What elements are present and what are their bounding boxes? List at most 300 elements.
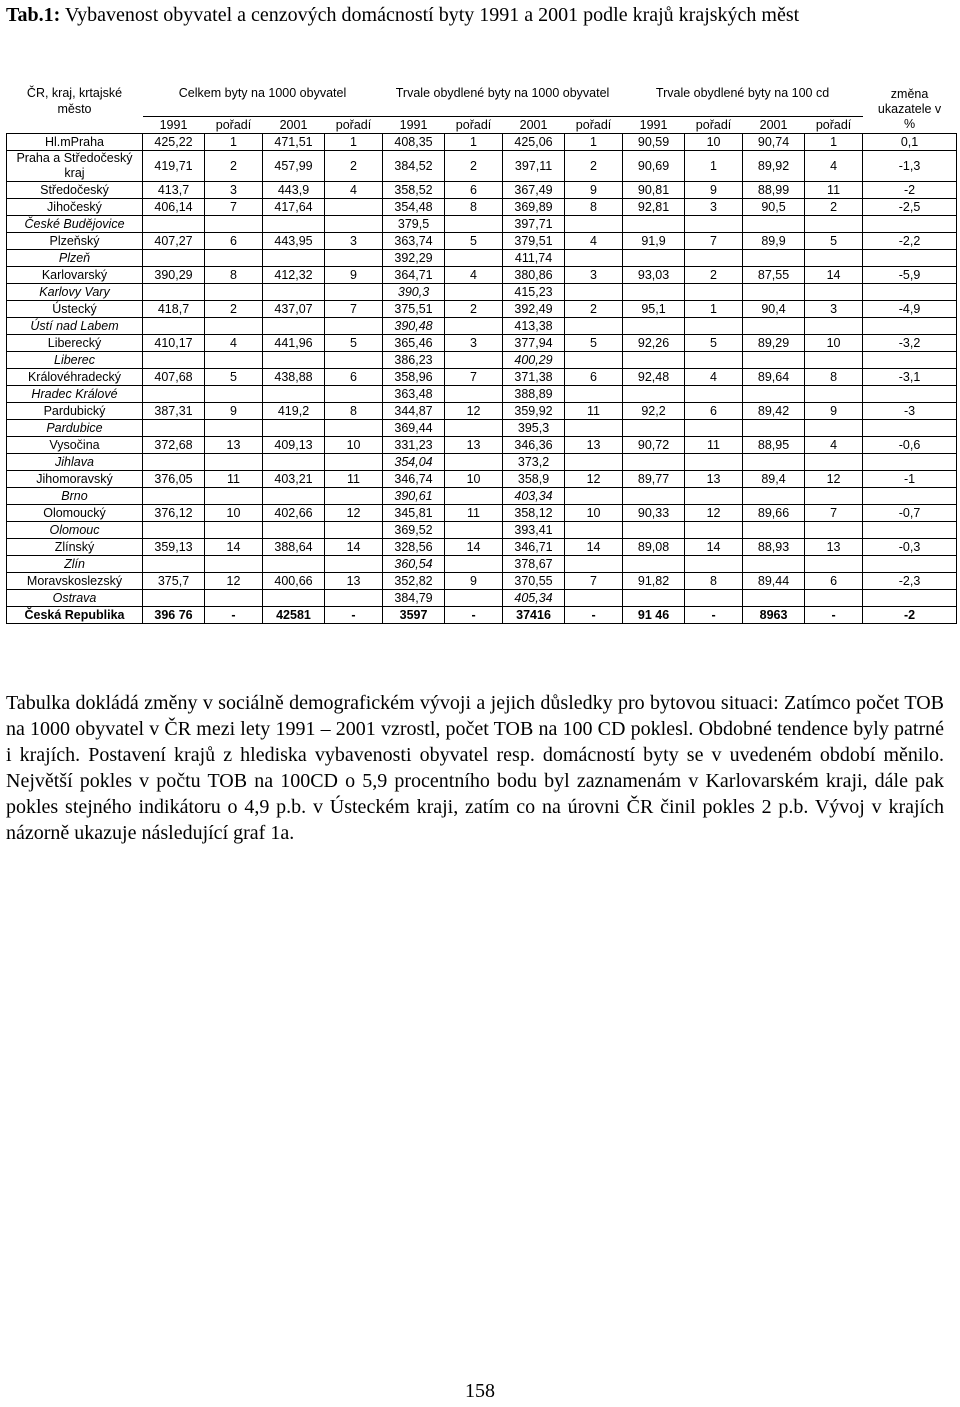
table-row: [7, 182, 957, 199]
table-cell: 13: [805, 539, 863, 556]
table-cell: 92,26: [623, 335, 685, 352]
table-cell: -: [205, 607, 263, 624]
table-cell: 3597: [383, 607, 445, 624]
table-cell: 1: [325, 134, 383, 151]
table-cell: 376,05: [143, 471, 205, 488]
table-cell: 352,82: [383, 573, 445, 590]
table-cell: 363,48: [383, 386, 445, 403]
table-cell: [263, 420, 325, 437]
subheader-5: pořadí: [445, 117, 503, 134]
table-cell: 390,29: [143, 267, 205, 284]
table-row: [7, 369, 957, 386]
table-cell: 380,86: [503, 267, 565, 284]
table-cell: [863, 556, 957, 573]
table-cell: 0,1: [863, 134, 957, 151]
row-label: Pardubický: [7, 403, 143, 420]
table-cell: 9: [205, 403, 263, 420]
table-cell: 425,06: [503, 134, 565, 151]
table-cell: 4: [805, 151, 863, 182]
table-cell: 92,81: [623, 199, 685, 216]
table-cell: 90,5: [743, 199, 805, 216]
table-cell: [685, 488, 743, 505]
table-cell: [743, 420, 805, 437]
table-cell: [805, 454, 863, 471]
table-cell: 379,51: [503, 233, 565, 250]
table-cell: 369,52: [383, 522, 445, 539]
table-cell: 91 46: [623, 607, 685, 624]
table-cell: 89,66: [743, 505, 805, 522]
table-cell: [623, 454, 685, 471]
table-cell: 10: [565, 505, 623, 522]
table-cell: 365,46: [383, 335, 445, 352]
page-number: 158: [465, 1380, 495, 1402]
row-label: Plzeňský: [7, 233, 143, 250]
subheader-6: 2001: [503, 117, 565, 134]
table-cell: [565, 488, 623, 505]
table-cell: 91,9: [623, 233, 685, 250]
table-cell: 11: [205, 471, 263, 488]
table-cell: 6: [325, 369, 383, 386]
table-cell: 7: [445, 369, 503, 386]
table-cell: -: [565, 607, 623, 624]
table-cell: [445, 284, 503, 301]
table-cell: 42581: [263, 607, 325, 624]
table-row: [7, 233, 957, 250]
table-cell: [805, 250, 863, 267]
row-label: Vysočina: [7, 437, 143, 454]
table-cell: 92,2: [623, 403, 685, 420]
table-cell: [565, 318, 623, 335]
table-cell: 7: [565, 573, 623, 590]
table-cell: 369,89: [503, 199, 565, 216]
table-cell: [685, 556, 743, 573]
table-cell: 1: [685, 301, 743, 318]
table-cell: 11: [685, 437, 743, 454]
table-cell: [743, 352, 805, 369]
table-cell: [325, 454, 383, 471]
table-cell: [263, 454, 325, 471]
table-cell: [325, 556, 383, 573]
table-cell: 411,74: [503, 250, 565, 267]
table-cell: [685, 250, 743, 267]
table-cell: [565, 420, 623, 437]
header-row-groups: [7, 82, 957, 117]
table-cell: 6: [205, 233, 263, 250]
table-cell: 4: [565, 233, 623, 250]
table-cell: 403,21: [263, 471, 325, 488]
subheader-4: 1991: [383, 117, 445, 134]
table-cell: [143, 488, 205, 505]
table-cell: 387,31: [143, 403, 205, 420]
table-cell: [805, 386, 863, 403]
table-cell: [325, 250, 383, 267]
table-cell: 371,38: [503, 369, 565, 386]
table-row: [7, 386, 957, 403]
table-cell: 8: [205, 267, 263, 284]
table-row: [7, 505, 957, 522]
table-cell: [743, 556, 805, 573]
table-cell: [143, 318, 205, 335]
table-cell: 6: [565, 369, 623, 386]
table-cell: [565, 522, 623, 539]
row-label: Jihomoravský: [7, 471, 143, 488]
table-row: [7, 134, 957, 151]
table-cell: 9: [325, 267, 383, 284]
table-cell: [325, 522, 383, 539]
table-cell: 4: [445, 267, 503, 284]
table-cell: 2: [685, 267, 743, 284]
table-cell: 5: [325, 335, 383, 352]
table-cell: 12: [325, 505, 383, 522]
header-group-occupied-per-100cd: Trvale obydlené byty na 100 cd: [655, 86, 830, 100]
table-cell: -0,6: [863, 437, 957, 454]
table-cell: 10: [685, 134, 743, 151]
table-row: [7, 420, 957, 437]
table-cell: [205, 454, 263, 471]
table-cell: [623, 488, 685, 505]
table-cell: [623, 556, 685, 573]
table-cell: 89,77: [623, 471, 685, 488]
table-cell: [445, 590, 503, 607]
table-cell: [325, 199, 383, 216]
table-cell: [445, 488, 503, 505]
table-cell: 89,42: [743, 403, 805, 420]
table-cell: [623, 216, 685, 233]
table-cell: 2: [445, 301, 503, 318]
table-row: [7, 488, 957, 505]
table-row: [7, 539, 957, 556]
table-cell: [863, 454, 957, 471]
table-cell: [143, 250, 205, 267]
row-label: Jihlava: [7, 454, 143, 471]
table-cell: 369,44: [383, 420, 445, 437]
table-cell: 2: [565, 151, 623, 182]
table-cell: 395,3: [503, 420, 565, 437]
table-cell: 2: [205, 151, 263, 182]
table-cell: 14: [325, 539, 383, 556]
table-cell: 457,99: [263, 151, 325, 182]
subheader-2: 2001: [263, 117, 325, 134]
table-cell: 405,34: [503, 590, 565, 607]
table-cell: 2: [565, 301, 623, 318]
table-cell: [263, 318, 325, 335]
table-cell: [743, 318, 805, 335]
row-label: Hradec Králové: [7, 386, 143, 403]
row-label: Karlovy Vary: [7, 284, 143, 301]
table-cell: -4,9: [863, 301, 957, 318]
table-cell: [263, 250, 325, 267]
table-row: [7, 199, 957, 216]
table-cell: -0,7: [863, 505, 957, 522]
table-cell: 407,27: [143, 233, 205, 250]
table-cell: -2,3: [863, 573, 957, 590]
table-row: [7, 556, 957, 573]
table-cell: 91,82: [623, 573, 685, 590]
table-cell: 88,99: [743, 182, 805, 199]
table-cell: [263, 488, 325, 505]
row-label: Plzeň: [7, 250, 143, 267]
table-cell: 3: [565, 267, 623, 284]
table-cell: 3: [205, 182, 263, 199]
table-cell: 13: [685, 471, 743, 488]
table-cell: 379,5: [383, 216, 445, 233]
table-cell: [863, 590, 957, 607]
table-cell: [565, 386, 623, 403]
table-cell: 89,64: [743, 369, 805, 386]
table-cell: [743, 250, 805, 267]
table-cell: 370,55: [503, 573, 565, 590]
table-cell: [263, 352, 325, 369]
table-cell: [205, 352, 263, 369]
table-cell: [805, 488, 863, 505]
table-cell: 443,9: [263, 182, 325, 199]
table-cell: [263, 386, 325, 403]
table-cell: 406,14: [143, 199, 205, 216]
table-cell: [685, 318, 743, 335]
table-cell: [685, 590, 743, 607]
table-cell: [565, 352, 623, 369]
table-cell: 7: [205, 199, 263, 216]
header-group-total: Celkem byty na 1000 obyvatel: [178, 86, 347, 100]
subheader-11: pořadí: [805, 117, 863, 134]
table-cell: 413,7: [143, 182, 205, 199]
table-cell: 367,49: [503, 182, 565, 199]
table-cell: [143, 216, 205, 233]
table-row: [7, 318, 957, 335]
header-group-occupied-per-1000: Trvale obydlené byty na 1000 obyvatel: [395, 86, 610, 100]
subheader-0: 1991: [143, 117, 205, 134]
row-label: Liberecký: [7, 335, 143, 352]
table-cell: 344,87: [383, 403, 445, 420]
table-cell: 89,4: [743, 471, 805, 488]
table-cell: [805, 352, 863, 369]
table-cell: 5: [445, 233, 503, 250]
header-corner: ČR, kraj, krtajské město: [26, 86, 123, 116]
housing-table: [6, 82, 957, 624]
table-row: [7, 151, 957, 182]
table-cell: [205, 250, 263, 267]
subheader-7: pořadí: [565, 117, 623, 134]
table-cell: 13: [205, 437, 263, 454]
table-cell: 90,4: [743, 301, 805, 318]
table-cell: 11: [565, 403, 623, 420]
table-cell: 1: [445, 134, 503, 151]
table-cell: 8: [805, 369, 863, 386]
table-cell: -2,2: [863, 233, 957, 250]
table-cell: [565, 216, 623, 233]
table-cell: -2: [863, 607, 957, 624]
table-cell: 410,17: [143, 335, 205, 352]
table-cell: 358,52: [383, 182, 445, 199]
table-cell: 375,7: [143, 573, 205, 590]
table-cell: 14: [445, 539, 503, 556]
table-cell: 471,51: [263, 134, 325, 151]
table-cell: 358,9: [503, 471, 565, 488]
table-cell: [863, 250, 957, 267]
table-cell: [863, 318, 957, 335]
table-cell: 386,23: [383, 352, 445, 369]
table-cell: 11: [325, 471, 383, 488]
table-cell: -3,2: [863, 335, 957, 352]
table-cell: [325, 284, 383, 301]
table-cell: 9: [685, 182, 743, 199]
table-row: [7, 216, 957, 233]
table-cell: 3: [325, 233, 383, 250]
table-cell: 360,54: [383, 556, 445, 573]
table-cell: [445, 216, 503, 233]
table-cell: 425,22: [143, 134, 205, 151]
table-cell: 390,48: [383, 318, 445, 335]
table-cell: 403,34: [503, 488, 565, 505]
table-cell: 397,11: [503, 151, 565, 182]
table-cell: [623, 284, 685, 301]
table-cell: 364,71: [383, 267, 445, 284]
table-cell: 354,04: [383, 454, 445, 471]
table-cell: [863, 352, 957, 369]
table-cell: [685, 284, 743, 301]
table-cell: 5: [685, 335, 743, 352]
table-cell: 4: [805, 437, 863, 454]
table-cell: [445, 250, 503, 267]
row-label: Zlínský: [7, 539, 143, 556]
table-cell: 413,38: [503, 318, 565, 335]
table-cell: [805, 522, 863, 539]
table-cell: 90,33: [623, 505, 685, 522]
table-row: [7, 403, 957, 420]
table-cell: 12: [805, 471, 863, 488]
table-cell: [445, 386, 503, 403]
table-cell: [863, 420, 957, 437]
row-label: Jihočeský: [7, 199, 143, 216]
table-cell: 393,41: [503, 522, 565, 539]
table-cell: 415,23: [503, 284, 565, 301]
table-cell: 397,71: [503, 216, 565, 233]
table-row: [7, 301, 957, 318]
table-cell: 8: [685, 573, 743, 590]
table-cell: 4: [685, 369, 743, 386]
table-cell: [623, 318, 685, 335]
table-cell: 8: [445, 199, 503, 216]
table-cell: 90,69: [623, 151, 685, 182]
table-cell: [445, 556, 503, 573]
table-cell: [863, 386, 957, 403]
table-cell: 7: [685, 233, 743, 250]
table-cell: [743, 454, 805, 471]
table-cell: -3,1: [863, 369, 957, 386]
table-cell: [623, 522, 685, 539]
header-row-sub: [7, 117, 957, 134]
table-row: [7, 335, 957, 352]
table-cell: [325, 352, 383, 369]
table-cell: [143, 420, 205, 437]
table-cell: 9: [565, 182, 623, 199]
table-cell: [205, 386, 263, 403]
row-label: Liberec: [7, 352, 143, 369]
row-label: České Budějovice: [7, 216, 143, 233]
table-cell: 7: [805, 505, 863, 522]
table-cell: [863, 522, 957, 539]
table-cell: 2: [805, 199, 863, 216]
table-cell: 4: [325, 182, 383, 199]
table-cell: -0,3: [863, 539, 957, 556]
subheader-8: 1991: [623, 117, 685, 134]
table-cell: [143, 352, 205, 369]
table-cell: [623, 352, 685, 369]
table-cell: 359,92: [503, 403, 565, 420]
table-cell: [205, 522, 263, 539]
table-cell: [325, 590, 383, 607]
table-cell: 88,93: [743, 539, 805, 556]
table-cell: [565, 284, 623, 301]
row-label: Praha a Středočeský kraj: [7, 151, 143, 182]
table-cell: 93,03: [623, 267, 685, 284]
table-cell: 8: [565, 199, 623, 216]
subheader-1: pořadí: [205, 117, 263, 134]
subheader-9: pořadí: [685, 117, 743, 134]
table-cell: [743, 216, 805, 233]
row-label: Moravskoslezský: [7, 573, 143, 590]
table-cell: 88,95: [743, 437, 805, 454]
table-cell: 376,12: [143, 505, 205, 522]
table-cell: 12: [445, 403, 503, 420]
table-cell: 14: [205, 539, 263, 556]
table-cell: 7: [325, 301, 383, 318]
table-cell: 2: [205, 301, 263, 318]
table-cell: 8: [325, 403, 383, 420]
table-cell: 14: [685, 539, 743, 556]
table-cell: 10: [205, 505, 263, 522]
table-cell: [445, 318, 503, 335]
row-label: Ústí nad Labem: [7, 318, 143, 335]
row-label: Středočeský: [7, 182, 143, 199]
table-cell: [743, 284, 805, 301]
table-cell: 6: [445, 182, 503, 199]
table-cell: [743, 386, 805, 403]
row-label: Zlín: [7, 556, 143, 573]
table-cell: 5: [205, 369, 263, 386]
table-cell: 90,74: [743, 134, 805, 151]
table-cell: [263, 284, 325, 301]
header-change: změna ukazatele v: [877, 86, 942, 116]
table-cell: 441,96: [263, 335, 325, 352]
table-cell: 384,79: [383, 590, 445, 607]
table-cell: [445, 522, 503, 539]
table-cell: 37416: [503, 607, 565, 624]
table-cell: 437,07: [263, 301, 325, 318]
row-label: Ostrava: [7, 590, 143, 607]
table-cell: 4: [205, 335, 263, 352]
table-cell: 3: [685, 199, 743, 216]
table-cell: -: [685, 607, 743, 624]
table-cell: 331,23: [383, 437, 445, 454]
table-title: [6, 2, 946, 28]
table-cell: [205, 420, 263, 437]
row-label: Ústecký: [7, 301, 143, 318]
table-row: [7, 573, 957, 590]
table-cell: 372,68: [143, 437, 205, 454]
table-cell: 6: [685, 403, 743, 420]
table-cell: [623, 420, 685, 437]
table-cell: [143, 454, 205, 471]
table-cell: [685, 216, 743, 233]
table-cell: 408,35: [383, 134, 445, 151]
table-title-label: Tab.1:: [6, 4, 61, 26]
table-cell: -3: [863, 403, 957, 420]
table-row: [7, 454, 957, 471]
table-cell: 89,29: [743, 335, 805, 352]
table-cell: 345,81: [383, 505, 445, 522]
table-cell: 2: [445, 151, 503, 182]
